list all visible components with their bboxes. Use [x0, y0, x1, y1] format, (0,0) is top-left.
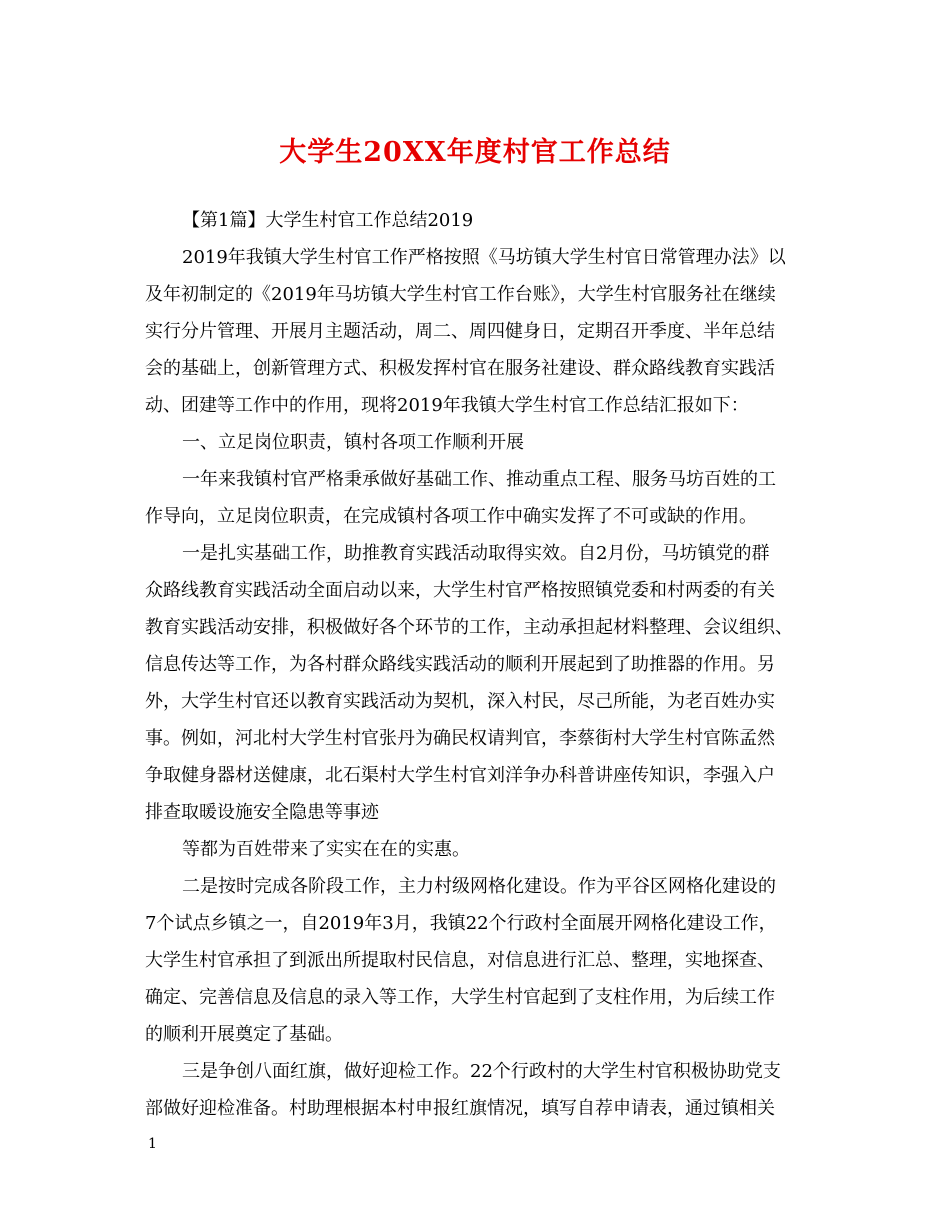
paragraph-line: 等都为百姓带来了实实在在的实惠。	[182, 839, 470, 860]
paragraph-line: 2019年我镇大学生村官工作严格按照《马坊镇大学生村官日常管理办法》以	[182, 247, 786, 268]
paragraph-line: 二是按时完成各阶段工作，主力村级网格化建设。作为平谷区网格化建设的	[182, 876, 776, 897]
paragraph-line: 争取健身器材送健康，北石渠村大学生村官刘洋争办科普讲座传知识，李强入户	[145, 765, 775, 786]
paragraph-line: 及年初制定的《2019年马坊镇大学生村官工作台账》，大学生村官服务社在继续	[145, 284, 776, 305]
paragraph-line: 动、团建等工作中的作用，现将2019年我镇大学生村官工作总结汇报如下：	[145, 395, 749, 416]
page-number: 1	[148, 1136, 157, 1152]
document-title: 大学生20XX年度村官工作总结	[279, 137, 671, 168]
paragraph-line: 7个试点乡镇之一，自2019年3月，我镇22个行政村全面展开网格化建设工作，	[145, 913, 777, 934]
paragraph-line: 大学生村官承担了到派出所提取村民信息，对信息进行汇总、整理，实地探查、	[145, 950, 775, 971]
paragraph-line: 事。例如，河北村大学生村官张丹为确民权请判官，李蔡街村大学生村官陈孟然	[145, 728, 775, 749]
paragraph-line: 一年来我镇村官严格秉承做好基础工作、推动重点工程、服务马坊百姓的工	[182, 469, 776, 490]
paragraph-line: 会的基础上，创新管理方式、积极发挥村官在服务社建设、群众路线教育实践活	[145, 358, 775, 379]
paragraph-line: 信息传达等工作，为各村群众路线实践活动的顺利开展起到了助推器的作用。另	[145, 654, 775, 675]
paragraph-line: 的顺利开展奠定了基础。	[145, 1024, 343, 1045]
paragraph-line: 外，大学生村官还以教育实践活动为契机，深入村民，尽己所能，为老百姓办实	[145, 691, 775, 712]
paragraph-line: 众路线教育实践活动全面启动以来，大学生村官严格按照镇党委和村两委的有关	[145, 580, 775, 601]
paragraph-line: 确定、完善信息及信息的录入等工作，大学生村官起到了支柱作用，为后续工作	[145, 987, 775, 1008]
paragraph-line: 三是争创八面红旗，做好迎检工作。22个行政村的大学生村官积极协助党支	[182, 1061, 781, 1082]
paragraph-line: 教育实践活动安排，积极做好各个环节的工作，主动承担起材料整理、会议组织、	[145, 617, 793, 638]
section-heading: 【第1篇】大学生村官工作总结2019	[182, 210, 474, 231]
paragraph-line: 作导向，立足岗位职责，在完成镇村各项工作中确实发挥了不可或缺的作用。	[145, 506, 757, 527]
section-heading: 一、立足岗位职责，镇村各项工作顺利开展	[182, 432, 524, 453]
paragraph-line: 排查取暖设施安全隐患等事迹	[145, 802, 379, 823]
paragraph-line: 一是扎实基础工作，助推教育实践活动取得实效。自2月份，马坊镇党的群	[182, 543, 770, 564]
paragraph-line: 实行分片管理、开展月主题活动，周二、周四健身日，定期召开季度、半年总结	[145, 321, 775, 342]
paragraph-line: 部做好迎检准备。村助理根据本村申报红旗情况，填写自荐申请表，通过镇相关	[145, 1098, 775, 1119]
